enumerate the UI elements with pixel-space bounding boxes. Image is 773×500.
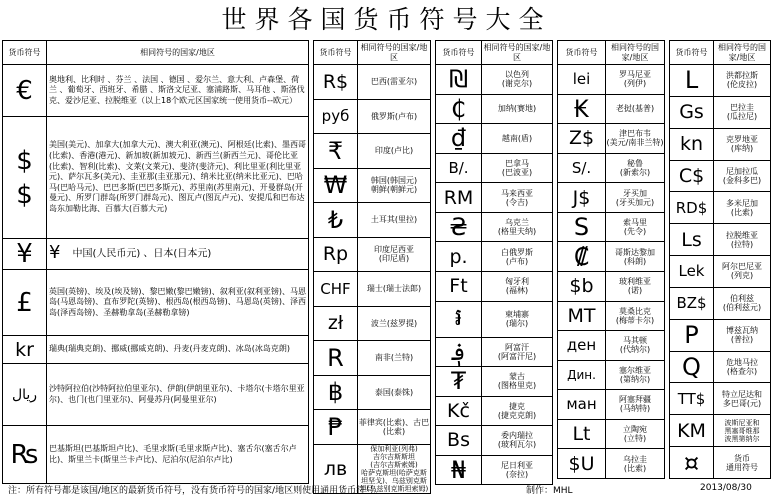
section-major: [2, 40, 309, 484]
currency-symbol-alt: ¥: [49, 242, 61, 264]
currency-row: [558, 242, 665, 272]
currency-symbol: ₭: [558, 94, 606, 124]
currency-symbol: BZ$: [670, 287, 714, 319]
currency-symbol-cell: [3, 336, 47, 364]
country-name: 危地马拉 (格查尔): [714, 351, 771, 383]
currency-row: [436, 367, 553, 397]
currency-row: [314, 237, 431, 272]
header-symbol: 货币符号: [3, 41, 47, 65]
currency-row: [670, 160, 771, 192]
currency-row: [314, 134, 431, 169]
country-name: 伯利兹 (伯利兹元): [714, 287, 771, 319]
currency-symbol: ₫: [436, 124, 482, 154]
currency-symbol: S/.: [558, 153, 606, 183]
currency-symbol: MT: [558, 301, 606, 331]
currency-row: [558, 212, 665, 242]
currency-row: [314, 272, 431, 307]
currency-symbol: Lek: [670, 256, 714, 288]
currency-row: [670, 256, 771, 288]
currency-symbol: lei: [558, 65, 606, 95]
currency-row: [558, 331, 665, 361]
currency-row: [558, 153, 665, 183]
country-name: 泰国(泰铢): [358, 375, 431, 410]
country-name: 莫桑比克 (梅蒂卡尔): [606, 301, 665, 331]
currency-symbol: CHF: [314, 272, 358, 307]
header-row: [314, 41, 431, 65]
country-name: 乌拉圭 (比索): [606, 449, 665, 479]
country-name: 土耳其(里拉): [358, 203, 431, 238]
currency-row: [558, 94, 665, 124]
section-col4: [557, 40, 665, 479]
country-name: 秘鲁 (新索尔): [606, 153, 665, 183]
header-row: [436, 41, 553, 65]
currency-row: [670, 351, 771, 383]
currency-row: [3, 117, 309, 239]
header-country: 相同符号的国家/地区: [606, 41, 665, 65]
country-list: 瑞典(瑞典克朗)、挪威(挪威克朗)、丹麦(丹麦克朗)、冰岛(冰岛克朗): [47, 336, 309, 364]
header-row: [558, 41, 665, 65]
currency-symbol: Gs: [670, 96, 714, 128]
country-list: 美国(美元)、加拿大(加拿大元)、澳大利亚(澳元)、阿根廷(比索)、墨西哥(比索)、香港(港元)、新加坡(新加坡元)、新西兰(新西兰元)、哥伦比亚(比索)、智利(比索)、文莱(文莱元)、斐济(斐济元)、利比里亚(利比里亚元)、萨尔瓦多(美元)、圭亚那(圭亚那元)、纳米比亚(纳米比亚元)、巴哈马(巴哈马元)、巴巴多斯(巴巴多斯元)、苏里南(苏里南元)、开曼群岛(开曼元)、所罗门群岛(所罗门群岛元)、图瓦卢(图瓦卢元)、安提瓜和巴布达岛东加勒比海、百慕大(百慕大元): [47, 117, 309, 239]
country-name: 博兹瓦纳 (普拉): [714, 319, 771, 351]
currency-row: [670, 287, 771, 319]
country-name: 阿富汗 (阿富汗尼): [482, 337, 553, 367]
currency-row: [314, 168, 431, 203]
currency-symbol: ₩: [314, 168, 358, 203]
currency-row: [670, 128, 771, 160]
country-name: 索马里 (先令): [606, 212, 665, 242]
country-name: 尼日利亚 (奈拉): [482, 455, 553, 485]
currency-symbol: ¥: [16, 239, 33, 269]
currency-row: [436, 212, 553, 242]
currency-row: [670, 415, 771, 447]
currency-row: [3, 270, 309, 336]
currency-row: [436, 396, 553, 426]
currency-row: [3, 239, 309, 270]
country-name: 罗马尼亚 (列伊): [606, 65, 665, 95]
currency-symbol: лв: [314, 444, 358, 493]
country-name: 加纳(赛地): [482, 94, 553, 124]
country-name: 南非(兰特): [358, 341, 431, 376]
country-name: 柬埔寨 (瑞尔): [482, 301, 553, 337]
country-names: 中国(人民币元) 、日本(日本元): [72, 248, 212, 260]
country-name: 印度(卢比): [358, 134, 431, 169]
country-name: 克罗地亚 (库纳): [714, 128, 771, 160]
currency-row: [3, 65, 309, 117]
currency-symbol: $U: [558, 449, 606, 479]
currency-symbol-cell: [3, 239, 47, 270]
country-list: 英国(英镑)、埃及(埃及镑)、黎巴嫩(黎巴嫩镑)、叙利亚(叙利亚镑)、马恩岛(马恩岛镑)、直布罗陀(英镑)、根西岛(根西岛镑)、马恩岛(英镑)、泽西岛(泽西岛镑)、圣赫勒拿岛(圣赫勒拿镑): [47, 270, 309, 336]
currency-row: [314, 99, 431, 134]
currency-row: [436, 65, 553, 95]
currency-symbol: ₡: [558, 242, 606, 272]
currency-row: [436, 124, 553, 154]
currency-symbol: $: [16, 145, 33, 176]
section-col5: [669, 40, 771, 479]
currency-row: [436, 153, 553, 183]
currency-symbol-cell: [3, 117, 47, 239]
header-country: 相同符号的国家/地区: [482, 41, 553, 65]
country-name: 马来西亚 (令吉): [482, 183, 553, 213]
currency-row: [314, 65, 431, 100]
country-name: 塞尔维亚 (第纳尔): [606, 360, 665, 390]
currency-row: [314, 203, 431, 238]
currency-symbol: R: [314, 341, 358, 376]
footer-author: 制作：MHL: [526, 486, 573, 496]
currency-row: [558, 449, 665, 479]
header-symbol: 货币符号: [436, 41, 482, 65]
country-name: 白俄罗斯 (卢布): [482, 242, 553, 272]
header-row: [3, 41, 309, 65]
country-name: 拉脱维亚 (拉特): [714, 224, 771, 256]
header-country: 相同符号的国家/地区: [47, 41, 309, 65]
country-name: 尼加拉瓜 (金科多巴): [714, 160, 771, 192]
currency-row: [670, 96, 771, 128]
currency-symbol: $b: [558, 271, 606, 301]
country-name: 以色列 (谢克尔): [482, 65, 553, 95]
page-title: 世界各国货币符号大全: [221, 5, 552, 34]
currency-symbol: руб: [314, 99, 358, 134]
country-name: 牙买加 (牙买加元): [606, 183, 665, 213]
currency-symbol: kn: [670, 128, 714, 160]
currency-symbol: ฿: [314, 375, 358, 410]
currency-symbol: Rp: [314, 237, 358, 272]
currency-row: [558, 390, 665, 420]
currency-symbol: Lt: [558, 419, 606, 449]
currency-row: [558, 301, 665, 331]
country-name: 蒙古 (图格里克): [482, 367, 553, 397]
country-name: 波斯尼亚和 黑塞哥维那 波黑第纳尔: [714, 415, 771, 447]
footer: [0, 478, 773, 500]
currency-row: [314, 375, 431, 410]
header-symbol: 货币符号: [670, 41, 714, 65]
country-name: 哥斯达黎加 (科朗): [606, 242, 665, 272]
currency-symbol: C$: [670, 160, 714, 192]
country-name: 多米尼加 (比索): [714, 192, 771, 224]
currency-symbol: ₴: [436, 212, 482, 242]
currency-symbol: R$: [314, 65, 358, 100]
currency-symbol: £: [16, 287, 33, 318]
currency-symbol: ₨: [10, 439, 39, 470]
currency-row: [436, 271, 553, 301]
currency-symbol: KM: [670, 415, 714, 447]
currency-symbol: RM: [436, 183, 482, 213]
country-list: [47, 239, 309, 270]
currency-symbol: J$: [558, 183, 606, 213]
currency-symbol-alt: $: [16, 179, 33, 210]
header-symbol: 货币符号: [314, 41, 358, 65]
currency-row: [558, 183, 665, 213]
section-col3: [435, 40, 553, 485]
header-symbol: 货币符号: [558, 41, 606, 65]
country-name: 波兰(兹罗提): [358, 306, 431, 341]
country-name: 委内瑞拉 (玻利瓦尔): [482, 426, 553, 456]
currency-row: [436, 94, 553, 124]
currency-symbol: Bs: [436, 426, 482, 456]
header-country: 相同符号的国家/地区: [358, 41, 431, 65]
currency-symbol-cell: [3, 65, 47, 117]
currency-symbol: TT$: [670, 383, 714, 415]
currency-row: [558, 271, 665, 301]
country-name: 洪都拉斯 (伦皮拉): [714, 65, 771, 97]
currency-symbol: RD$: [670, 192, 714, 224]
country-list: 奥地利、比利时 、芬兰 、法国 、德国 、爱尔兰、意大利、卢森堡、荷兰 、葡萄牙、西班牙、希腊 、斯洛文尼亚、塞浦路斯、马耳他 、斯洛伐克、爱沙尼亚、拉脱维亚（以上18个欧元区国家统一使用货币--欧元）: [47, 65, 309, 117]
country-name: 巴拉圭 (瓜拉尼): [714, 96, 771, 128]
currency-symbol: ريال: [11, 386, 38, 403]
currency-symbol: €: [16, 75, 33, 106]
country-list: 沙特阿拉伯(沙特阿拉伯里亚尔)、伊朗(伊朗里亚尔)、卡塔尔(卡塔尔里亚尔)、也门(也门里亚尔)、阿曼苏丹(阿曼里亚尔): [47, 364, 309, 426]
country-name: 菲律宾(比索)、古巴(比索): [358, 410, 431, 445]
country-name: 特立尼达和 多巴哥(元): [714, 383, 771, 415]
currency-symbol: ៛: [436, 301, 482, 337]
currency-row: [3, 364, 309, 426]
country-name: 匈牙利 (福林): [482, 271, 553, 301]
currency-symbol: ден: [558, 331, 606, 361]
currency-row: [670, 447, 771, 479]
country-name: 俄罗斯(卢布): [358, 99, 431, 134]
footer-date: 2013/08/30: [700, 483, 752, 493]
country-name: 老挝(基普): [606, 94, 665, 124]
currency-symbol: Ft: [436, 271, 482, 301]
currency-row: [436, 183, 553, 213]
currency-row: [314, 410, 431, 445]
currency-symbol: ₹: [314, 134, 358, 169]
currency-symbol: ₦: [436, 455, 482, 485]
currency-row: [558, 124, 665, 154]
currency-row: [558, 419, 665, 449]
currency-row: [3, 336, 309, 364]
country-name: 保加利亚(列弗) 吉尔吉斯斯坦 (吉尔吉斯索姆) 哈萨克斯坦(哈萨克斯坦坚戈)、乌兹别克斯坦(乌兹别克斯坦索姆): [358, 444, 431, 493]
currency-symbol: S: [558, 212, 606, 242]
currency-symbol: P: [670, 319, 714, 351]
currency-row: [436, 242, 553, 272]
currency-row: [670, 319, 771, 351]
currency-row: [670, 65, 771, 97]
country-name: 印度尼西亚 (印尼盾): [358, 237, 431, 272]
currency-symbol: Kč: [436, 396, 482, 426]
country-name: 越南(盾): [482, 124, 553, 154]
currency-symbol: ₵: [436, 94, 482, 124]
currency-symbol: zł: [314, 306, 358, 341]
country-name: 马其顿 (代纳尔): [606, 331, 665, 361]
currency-symbol: ₮: [436, 367, 482, 397]
country-name: 巴西(雷亚尔): [358, 65, 431, 100]
country-name: 津巴布韦 (美元/南非兰特): [606, 124, 665, 154]
currency-symbol: Дин.: [558, 360, 606, 390]
currency-row: [314, 306, 431, 341]
section-col2: [313, 40, 431, 494]
currency-symbol: Z$: [558, 124, 606, 154]
country-name: 乌克兰 (格里夫纳): [482, 212, 553, 242]
country-name: 立陶宛 (立特): [606, 419, 665, 449]
currency-symbol: L: [670, 65, 714, 97]
currency-row: [436, 337, 553, 367]
country-name: 阿塞拜疆 (马纳特): [606, 390, 665, 420]
country-name: 韩国(韩国元) 朝鲜(朝鲜元): [358, 168, 431, 203]
country-name: 巴拿马 (巴波亚): [482, 153, 553, 183]
currency-row: [558, 65, 665, 95]
currency-symbol: Ls: [670, 224, 714, 256]
country-name: 货币 通用符号: [714, 447, 771, 479]
currency-row: [436, 301, 553, 337]
header-country: 相同符号的国家/地区: [714, 41, 771, 65]
currency-row: [3, 426, 309, 484]
country-list: 巴基斯坦(巴基斯坦卢比)、毛里求斯(毛里求斯卢比)、塞舌尔(塞舌尔卢比)、斯里兰卡(斯里兰卡卢比)、尼泊尔(尼泊尔卢比): [47, 426, 309, 484]
currency-symbol: ¤: [670, 447, 714, 479]
country-name: 捷克 (捷克克朗): [482, 396, 553, 426]
currency-symbol: p.: [436, 242, 482, 272]
currency-symbol: kr: [15, 338, 34, 361]
country-name: 玻利维亚 (诺): [606, 271, 665, 301]
currency-row: [670, 192, 771, 224]
currency-symbol-cell: [3, 364, 47, 426]
currency-row: [670, 383, 771, 415]
currency-symbol: ₪: [436, 65, 482, 95]
currency-row: [436, 426, 553, 456]
currency-symbol: ман: [558, 390, 606, 420]
currency-symbol-cell: [3, 426, 47, 484]
currency-symbol: ؋: [436, 337, 482, 367]
currency-symbol-cell: [3, 270, 47, 336]
currency-symbol: ₱: [314, 410, 358, 445]
currency-symbol: Q: [670, 351, 714, 383]
footer-note: 注：所有符号都是该国/地区的最新货币符号，没有货币符号的国家/地区则使用通用货币符号。: [8, 486, 384, 496]
currency-symbol: B/.: [436, 153, 482, 183]
currency-row: [558, 360, 665, 390]
country-name: 阿尔巴尼亚 (列克): [714, 256, 771, 288]
currency-symbol: ₺: [314, 203, 358, 238]
header-row: [670, 41, 771, 65]
country-name: 瑞士(瑞士法郎): [358, 272, 431, 307]
currency-row: [670, 224, 771, 256]
currency-row: [314, 341, 431, 376]
